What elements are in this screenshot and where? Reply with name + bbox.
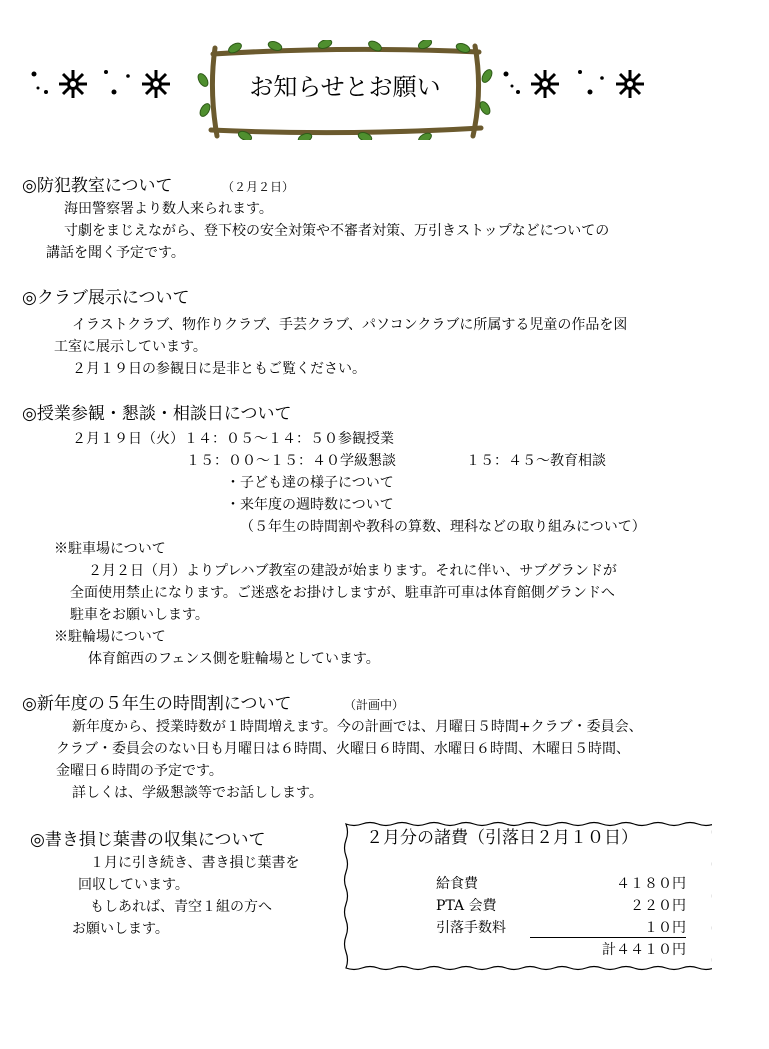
heading-timetable: ◎新年度の５年生の時間割について bbox=[22, 694, 292, 714]
timetable-line-3: 金曜日６時間の予定です。 bbox=[56, 763, 223, 779]
crime-line-1: 海田警察署より数人来られます。 bbox=[64, 201, 273, 217]
bicycle-line-1: 体育館西のフェンス側を駐輪場としています。 bbox=[88, 651, 380, 667]
fee-label-lunch: 給食費 bbox=[436, 876, 478, 892]
snowflake-decoration-right bbox=[500, 62, 660, 106]
heading-club-display: ◎クラブ展示について bbox=[22, 288, 190, 308]
visit-line-1: ２月１９日（火）１４：０５～１４：５０参観授業 bbox=[72, 431, 394, 447]
fee-total: 計４４１０円 bbox=[602, 942, 686, 958]
fee-label-pta: PTA 会費 bbox=[436, 898, 497, 914]
visit-line-6: （５年生の時間割や教科の算数、理科などの取り組みについて） bbox=[240, 519, 646, 535]
postcard-line-4: お願いします。 bbox=[72, 921, 169, 937]
timetable-line-4: 詳しくは、学級懇談等でお話しします。 bbox=[72, 785, 323, 801]
heading-postcards: ◎書き損じ葉書の収集について bbox=[30, 830, 266, 850]
fee-amount-lunch: ４１８０円 bbox=[616, 876, 686, 892]
crime-line-2: 寸劇をまじえながら、登下校の安全対策や不審者対策、万引きストップなどについての bbox=[64, 223, 610, 239]
parking-line-3: 駐車をお願いします。 bbox=[70, 607, 209, 623]
heading-class-visit: ◎授業参観・懇談・相談日について bbox=[22, 404, 292, 424]
fee-amount-pta: ２２０円 bbox=[630, 898, 686, 914]
crime-line-3: 講話を聞く予定です。 bbox=[46, 245, 185, 261]
visit-line-3: １５：４５～教育相談 bbox=[466, 453, 606, 469]
timetable-note: （計画中） bbox=[344, 698, 405, 712]
postcard-line-3: もしあれば、青空１組の方へ bbox=[90, 899, 272, 915]
parking-line-1: ２月２日（月）よりプレハブ教室の建設が始まります。それに伴い、サブグランドが bbox=[88, 563, 617, 579]
fee-title: ２月分の諸費（引落日２月１０日） bbox=[366, 828, 638, 848]
fee-label-withdrawal: 引落手数料 bbox=[436, 920, 506, 936]
visit-line-2: １５：００～１５：４０学級懇談 bbox=[186, 453, 396, 469]
crime-date: （２月２日） bbox=[222, 180, 295, 194]
club-line-2: 工室に展示しています。 bbox=[54, 339, 207, 355]
club-line-3: ２月１９日の参観日に是非ともご覧ください。 bbox=[72, 361, 366, 377]
parking-line-2: 全面使用禁止になります。ご迷惑をお掛けしますが、駐車許可車は体育館側グランドへ bbox=[70, 585, 615, 601]
parking-note-heading: ※駐車場について bbox=[54, 541, 166, 557]
bicycle-note-heading: ※駐輪場について bbox=[54, 629, 166, 645]
visit-line-4: ・子ども達の様子について bbox=[226, 475, 394, 491]
club-line-1: イラストクラブ、物作りクラブ、手芸クラブ、パソコンクラブに所属する児童の作品を図 bbox=[72, 317, 628, 333]
fee-amount-withdrawal: １０円 bbox=[644, 920, 686, 936]
timetable-line-2: クラブ・委員会のない日も月曜日は６時間、火曜日６時間、水曜日６時間、木曜日５時間、 bbox=[56, 741, 630, 757]
page-title: お知らせとお願い bbox=[249, 73, 441, 101]
fee-sum-divider bbox=[530, 937, 686, 938]
postcard-line-1: １月に引き続き、書き損じ葉書を bbox=[90, 855, 300, 871]
visit-line-5: ・来年度の週時数について bbox=[226, 497, 394, 513]
postcard-line-2: 回収しています。 bbox=[78, 877, 189, 893]
heading-crime-prevention: ◎防犯教室について bbox=[22, 176, 173, 196]
timetable-line-1: 新年度から、授業時数が１時間増えます。今の計画では、月曜日５時間+クラブ・委員会、 bbox=[72, 719, 643, 735]
snowflake-decoration-left bbox=[28, 62, 188, 106]
